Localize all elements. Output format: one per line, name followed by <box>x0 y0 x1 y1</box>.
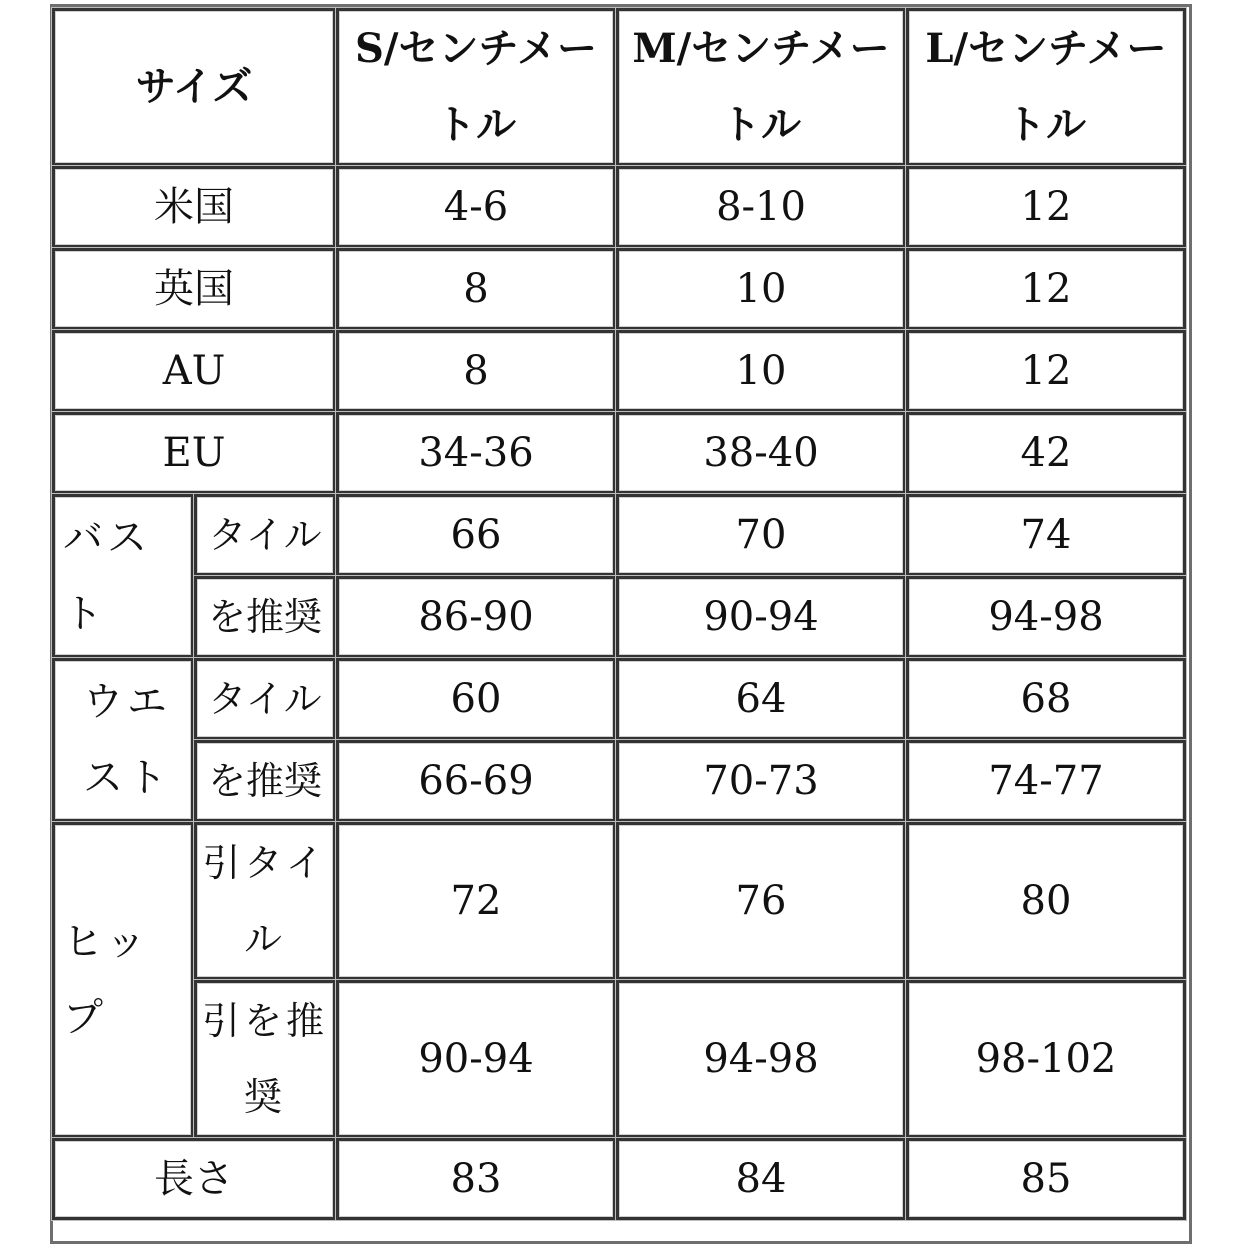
header-size-label: サイズ <box>52 8 336 166</box>
cell-hip-tile-l: 80 <box>906 822 1186 980</box>
cell-length-s: 83 <box>336 1138 616 1220</box>
cell-us-l: 12 <box>906 166 1186 248</box>
row-sublabel-waist-tile: タイル <box>194 658 336 740</box>
table-row-hip-tile <box>52 822 1186 980</box>
table-row-bust-recommended <box>52 576 1186 658</box>
cell-bust-rec-m: 90-94 <box>616 576 906 658</box>
cell-eu-s: 34-36 <box>336 412 616 494</box>
cell-waist-tile-s: 60 <box>336 658 616 740</box>
cell-eu-l: 42 <box>906 412 1186 494</box>
cell-hip-rec-m: 94-98 <box>616 980 906 1138</box>
row-group-hip: ヒップ <box>52 822 194 1138</box>
row-label-au: AU <box>52 330 336 412</box>
cell-au-s: 8 <box>336 330 616 412</box>
cell-bust-tile-s: 66 <box>336 494 616 576</box>
cell-uk-m: 10 <box>616 248 906 330</box>
cell-waist-tile-m: 64 <box>616 658 906 740</box>
table-row-waist-recommended <box>52 740 1186 822</box>
table-row-hip-recommended <box>52 980 1186 1138</box>
table-row-us <box>52 166 1186 248</box>
table-row-waist-tile <box>52 658 1186 740</box>
header-l-column: L/センチメートル <box>906 8 1186 166</box>
cell-us-s: 4-6 <box>336 166 616 248</box>
table-row-length <box>52 1138 1186 1220</box>
size-chart-table <box>52 8 1186 1220</box>
cell-hip-rec-s: 90-94 <box>336 980 616 1138</box>
row-group-waist: ウエスト <box>52 658 194 822</box>
row-sublabel-waist-recommended: を推奨 <box>194 740 336 822</box>
cell-waist-rec-m: 70-73 <box>616 740 906 822</box>
cell-bust-tile-l: 74 <box>906 494 1186 576</box>
cell-uk-l: 12 <box>906 248 1186 330</box>
table-row-bust-tile <box>52 494 1186 576</box>
table-row-uk <box>52 248 1186 330</box>
row-sublabel-bust-recommended: を推奨 <box>194 576 336 658</box>
row-sublabel-hip-recommended: 引を推奨 <box>194 980 336 1138</box>
cell-au-m: 10 <box>616 330 906 412</box>
cell-waist-rec-l: 74-77 <box>906 740 1186 822</box>
row-label-us: 米国 <box>52 166 336 248</box>
header-s-column: S/センチメートル <box>336 8 616 166</box>
row-label-length: 長さ <box>52 1138 336 1220</box>
cell-waist-rec-s: 66-69 <box>336 740 616 822</box>
cell-waist-tile-l: 68 <box>906 658 1186 740</box>
table-row-eu <box>52 412 1186 494</box>
cell-bust-rec-l: 94-98 <box>906 576 1186 658</box>
cell-au-l: 12 <box>906 330 1186 412</box>
row-group-bust: バスト <box>52 494 194 658</box>
cell-bust-tile-m: 70 <box>616 494 906 576</box>
cell-hip-tile-s: 72 <box>336 822 616 980</box>
cell-uk-s: 8 <box>336 248 616 330</box>
cell-length-m: 84 <box>616 1138 906 1220</box>
cell-hip-tile-m: 76 <box>616 822 906 980</box>
header-row <box>52 8 1186 166</box>
header-m-column: M/センチメートル <box>616 8 906 166</box>
cell-bust-rec-s: 86-90 <box>336 576 616 658</box>
cell-us-m: 8-10 <box>616 166 906 248</box>
row-sublabel-bust-tile: タイル <box>194 494 336 576</box>
cell-length-l: 85 <box>906 1138 1186 1220</box>
cell-eu-m: 38-40 <box>616 412 906 494</box>
cell-hip-rec-l: 98-102 <box>906 980 1186 1138</box>
row-sublabel-hip-tile: 引タイル <box>194 822 336 980</box>
row-label-eu: EU <box>52 412 336 494</box>
row-label-uk: 英国 <box>52 248 336 330</box>
table-row-au <box>52 330 1186 412</box>
